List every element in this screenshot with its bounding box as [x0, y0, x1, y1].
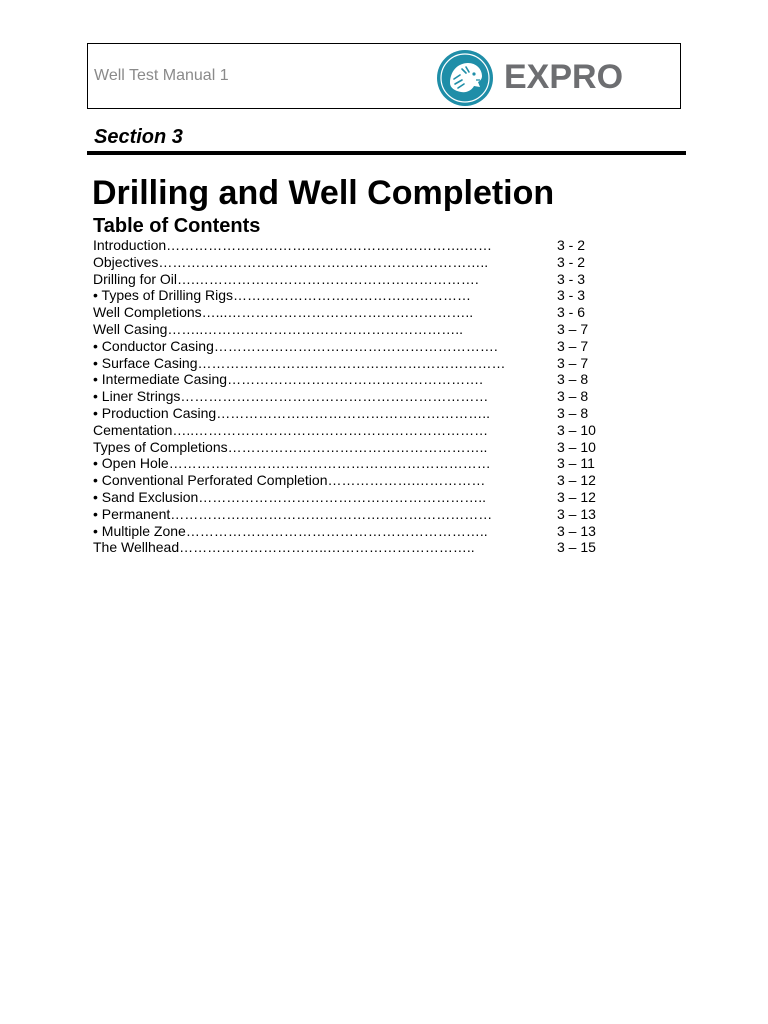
- toc-row: [93, 523, 613, 540]
- toc-page-number: 3 – 7: [557, 354, 589, 371]
- toc-page-number: 3 - 6: [557, 304, 586, 321]
- toc-entry: Objectives……………………………………………………………..: [93, 253, 489, 270]
- toc-heading: Table of Contents: [93, 215, 261, 237]
- toc-page-number: 3 – 10: [557, 421, 596, 438]
- toc-entry: Introduction……………………………………………………….……: [93, 237, 493, 253]
- lion-emblem-icon: [436, 49, 496, 107]
- toc-entry: The Wellhead…………………………..…………………………..: [93, 539, 475, 556]
- toc-row: [93, 539, 613, 556]
- toc-row: [93, 439, 613, 456]
- toc-row: [93, 506, 613, 523]
- section-label: Section 3: [94, 126, 183, 148]
- toc-entry: • Conventional Perforated Completion……………….……………: [93, 472, 486, 489]
- toc-page-number: 3 - 3: [557, 270, 586, 287]
- toc-row: [93, 472, 613, 489]
- toc-row: [93, 489, 613, 506]
- toc-page-number: 3 – 8: [557, 388, 589, 405]
- toc-page-number: 3 – 8: [557, 404, 589, 421]
- toc-row: [93, 422, 613, 439]
- toc-row: [93, 455, 613, 472]
- toc-page-number: 3 – 13: [557, 522, 596, 539]
- section-divider: [87, 151, 686, 155]
- toc-entry: • Multiple Zone………………………………………………………..: [93, 522, 488, 539]
- toc-page-number: 3 - 2: [557, 253, 586, 270]
- toc-entry: • Open Hole……………………………………………………………: [93, 455, 491, 472]
- toc-entry: • Liner Strings…………………………………………………………: [93, 388, 489, 405]
- toc-page-number: 3 - 3: [557, 287, 586, 304]
- logo-wordmark: EXPRO: [504, 58, 624, 96]
- toc-entry: Well Completions…...……………………………………………..: [93, 304, 474, 321]
- toc-entry: • Conductor Casing…………………………………………………….: [93, 337, 498, 354]
- toc-row: [93, 271, 613, 288]
- page-title: Drilling and Well Completion: [92, 174, 555, 212]
- expro-logo: [436, 49, 672, 107]
- toc-entry: • Types of Drilling Rigs……………………………………………: [93, 287, 472, 304]
- table-of-contents: [93, 237, 613, 556]
- toc-entry: • Production Casing…………………………………………………..: [93, 404, 490, 421]
- toc-row: [93, 338, 613, 355]
- toc-entry: • Intermediate Casing……………………………………………….: [93, 371, 483, 388]
- toc-row: [93, 371, 613, 388]
- toc-entry: Well Casing……..………………………………………………..: [93, 320, 463, 337]
- toc-entry: • Sand Exclusion……………………………………………………..: [93, 488, 487, 505]
- toc-entry: • Surface Casing…………………………………………………………: [93, 354, 506, 371]
- toc-entry: • Permanent……………………………………………………………: [93, 505, 493, 522]
- toc-entry: Drilling for Oil….…………………………………………………….: [93, 270, 479, 287]
- toc-row: [93, 304, 613, 321]
- toc-page-number: 3 – 11: [557, 455, 595, 472]
- toc-row: [93, 237, 613, 254]
- toc-page-number: 3 - 2: [557, 237, 586, 253]
- toc-page-number: 3 – 12: [557, 472, 596, 489]
- toc-row: [93, 287, 613, 304]
- toc-page-number: 3 – 8: [557, 371, 589, 388]
- toc-page-number: 3 – 13: [557, 505, 596, 522]
- toc-row: [93, 254, 613, 271]
- toc-page-number: 3 – 7: [557, 320, 589, 337]
- toc-page-number: 3 – 10: [557, 438, 596, 455]
- toc-row: [93, 321, 613, 338]
- toc-entry: Cementation…..………………………………………………………: [93, 421, 489, 438]
- toc-page-number: 3 – 15: [557, 539, 596, 556]
- toc-row: [93, 405, 613, 422]
- toc-page-number: 3 – 7: [557, 337, 589, 354]
- page-header: [87, 43, 681, 109]
- toc-entry: Types of Completions………………………………………………..: [93, 438, 488, 455]
- manual-title: Well Test Manual 1: [94, 67, 229, 84]
- toc-row: [93, 388, 613, 405]
- toc-row: [93, 355, 613, 372]
- toc-page-number: 3 – 12: [557, 488, 596, 505]
